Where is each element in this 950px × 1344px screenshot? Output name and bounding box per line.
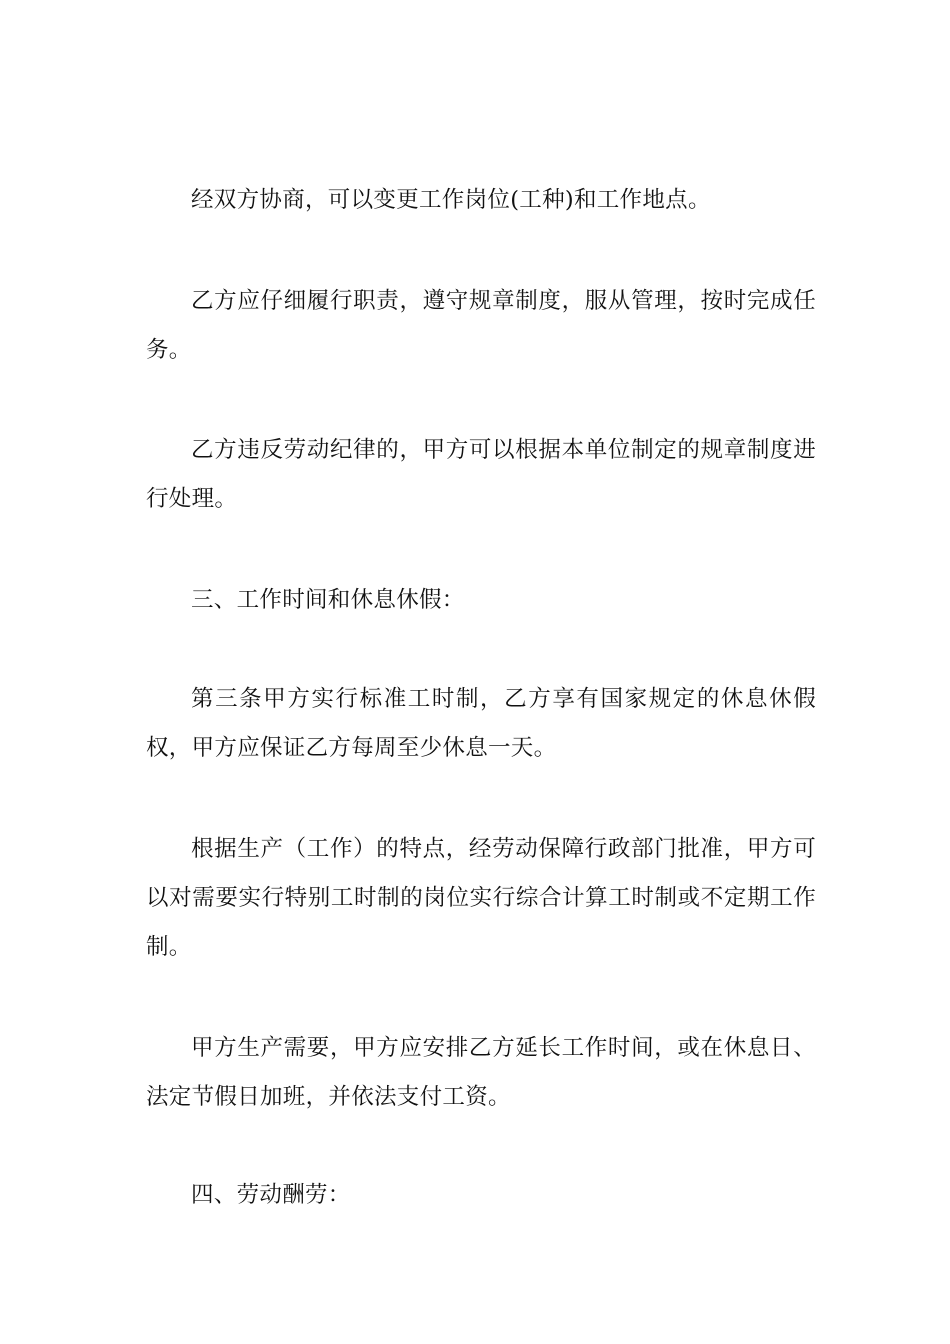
- paragraph-article-three: 第三条甲方实行标准工时制，乙方享有国家规定的休息休假权，甲方应保证乙方每周至少休息一天。: [146, 686, 816, 761]
- section-heading-working-hours: 三、工作时间和休息休假：: [191, 587, 465, 613]
- paragraph-overtime: 甲方生产需要，甲方应安排乙方延长工作时间，或在休息日、法定节假日加班，并依法支付工资。: [146, 1035, 816, 1110]
- section-heading-remuneration: 四、劳动酬劳：: [191, 1182, 351, 1208]
- paragraph-duties: 乙方应仔细履行职责，遵守规章制度，服从管理，按时完成任务。: [146, 288, 816, 363]
- paragraph-discipline: 乙方违反劳动纪律的，甲方可以根据本单位制定的规章制度进行处理。: [146, 437, 816, 512]
- paragraph-job-change: 经双方协商，可以变更工作岗位(工种)和工作地点。: [191, 187, 711, 213]
- paragraph-special-hours: 根据生产（工作）的特点，经劳动保障行政部门批准，甲方可以对需要实行特别工时制的岗位实行综合计算工时制或不定期工作制。: [146, 836, 816, 960]
